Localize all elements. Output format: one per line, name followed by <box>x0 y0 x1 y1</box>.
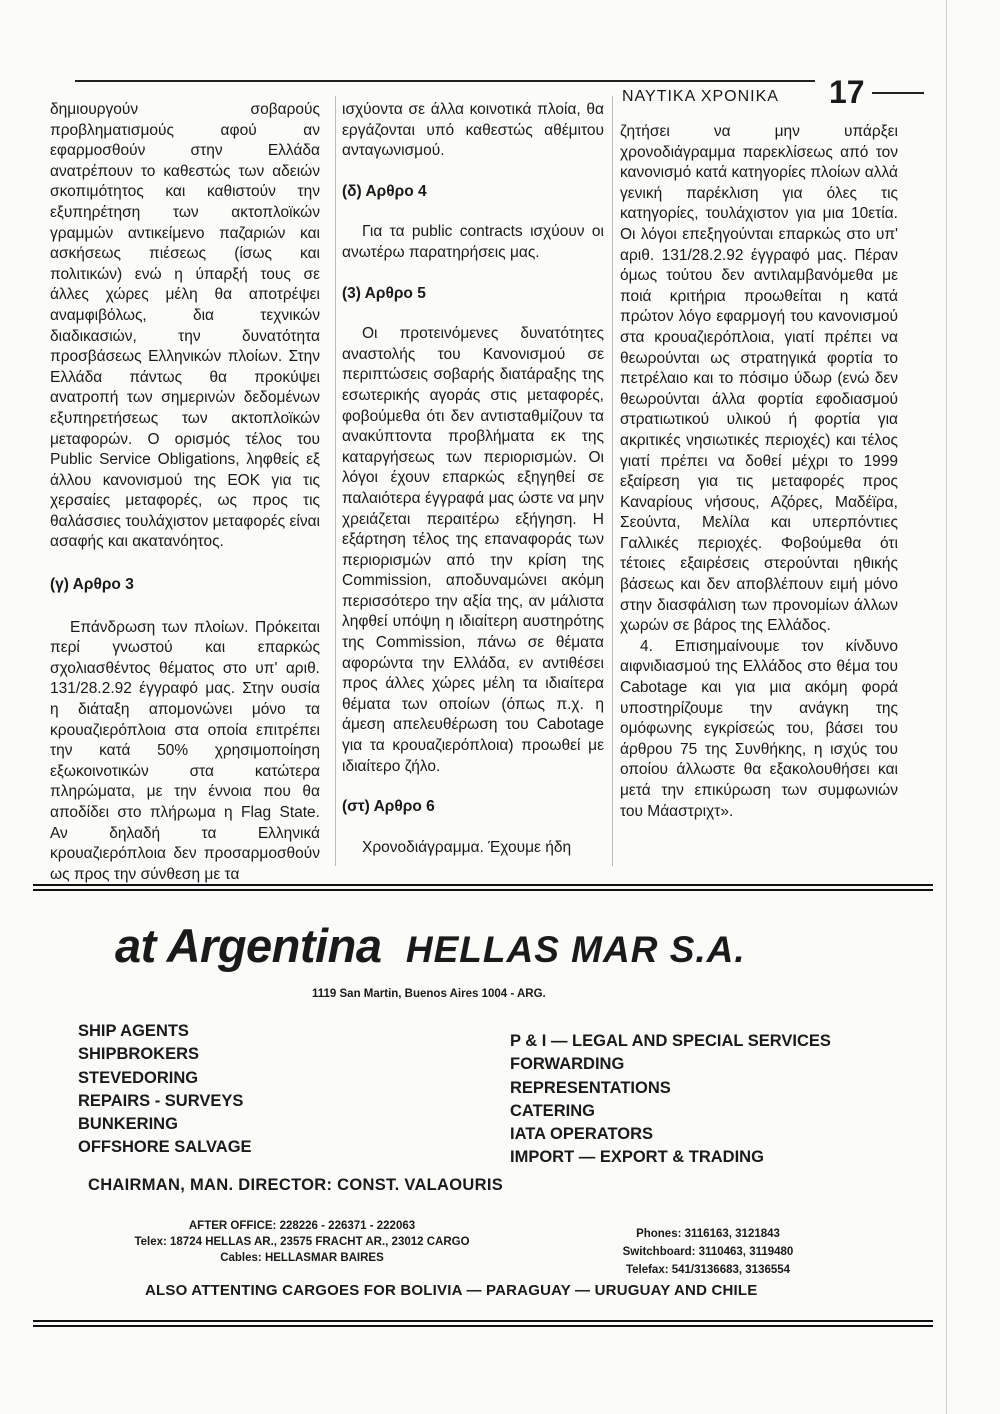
ad-bottom-rule <box>33 1325 933 1327</box>
paragraph: 4. Επισημαίνουμε τον κίνδυνο αιφνιδιασμού της Ελλάδος στο θέμα του Cabotage και για μια ακόμη φορά υποστηρίζουμε την ανάγκη της ομόφωνης εγκρίσεώς του, βάσει του άρθρου 75 της Συνθήκης, η ισχύς του οποίου άλλωστε θα εξακολουθήσει και μετά την επικύρωση των συμφωνιών του Μάαστριχτ». <box>620 637 898 820</box>
paragraph: ζητήσει να μην υπάρξει χρονοδιάγραμμα παρεκλίσεως από τον κανονισμό κατά κατηγορίες πλοίων αλλά γενική παρέκλιση για όλες τις κατηγορίες, τουλάχιστον για μια 10ετία. Οι λόγοι επεξηγούνται επαρκώς στο υπ' αριθ. 131/28.2.92 έγγραφό μας. Πέραν όμως τούτου δεν αντιλαμβανόμεθα με ποιά κριτήρια προωθείται η κατά πρώτον λόγο εφαρμογή του κανονισμού στα κρουαζιερόπλοια, γιατί πρέπει να θεωρούνται ως στρατηγικά φορτία το πετρέλαιο και το πόσιμο ύδωρ (ενώ δεν θεωρούνται άλλα φορτία εφοδιασμού στρατιωτικού υλικού ή φορτία για ακριτικές νησιωτικές περιοχές) και τέλος γιατί πρέπει να δοθεί μέχρι το 1999 εξαίρεση για τις μεταφορές προς Καναρίους νήσους, Αζόρες, Μαδέϊρα, Σεούντα, Μελίλα και υπερπόντιες Γαλλικές περιοχές. Φοβούμεθα ότι τέτοιες εξαιρέσεις στερούνται ηθικής βάσεως και δεν αποβλέπουν ειμή μόνο στην διασφάλιση των προνομίων άλλων χωρών σε βάρος της Ελλάδος. <box>620 123 898 635</box>
ad-top-rule <box>33 889 933 891</box>
publication-title: ΝΑΥΤΙΚΑ ΧΡΟΝΙΚΑ <box>622 88 779 105</box>
ad-tagline: at Argentina <box>115 919 382 972</box>
ad-address: 1119 San Martin, Buenos Aires 1004 - ARG. <box>312 988 546 1000</box>
ad-company-name: HELLAS MAR S.A. <box>405 929 746 970</box>
section-heading: (3) Αρθρο 5 <box>342 284 426 302</box>
column-divider <box>335 96 336 866</box>
page-number: 17 <box>829 74 865 110</box>
paragraph: Επάνδρωση των πλοίων. Πρόκειται περί γνωστού και επαρκώς σχολιασθέντος θέματος στο υπ' αριθ. 131/28.2.92 έγγραφό μας. Στην ουσία η διάταξη απομονώνει μόνο τα κρουαζιερόπλοια στα οποία επιτρέπει την κατά 50% χρησιμοποίηση εξωκοινοτικών στα κατώτερα πληρώματα, με την έννοια που θα αποδίδει στο πλήρωμα η Flag State. Αν δηλαδή τα Ελληνικά κρουαζιερόπλοια δεν προσαρμοσθούν ως προς την σύνθεση με τα <box>50 618 320 883</box>
service-item: IATA OPERATORS <box>510 1125 654 1144</box>
article-column-2 <box>342 100 604 858</box>
service-item: SHIP AGENTS <box>78 1022 189 1040</box>
header-rule <box>75 80 815 82</box>
scan-edge-line <box>946 0 947 1414</box>
service-item: REPAIRS - SURVEYS <box>78 1091 244 1110</box>
also-cargo-line: ALSO ATTENTING CARGOES FOR BOLIVIA — PARAGUAY — URUGUAY AND CHILE <box>145 1282 758 1299</box>
chairman-line: CHAIRMAN, MAN. DIRECTOR: CONST. VALAOURIS <box>88 1176 504 1194</box>
paragraph: ισχύοντα σε άλλα κοινοτικά πλοία, θα εργάζονται υπό καθεστώς αθέμιτου ανταγωνισμού. <box>342 101 604 160</box>
paragraph: Χρονοδιάγραμμα. Έχουμε ήδη <box>362 838 572 856</box>
service-item: REPRESENTATIONS <box>510 1078 671 1097</box>
contact-block-right <box>588 1225 828 1279</box>
services-list-right <box>510 1030 831 1170</box>
switchboard-numbers: Switchboard: 3110463, 3119480 <box>622 1246 794 1258</box>
section-heading: (δ) Αρθρο 4 <box>342 182 427 200</box>
service-item: OFFSHORE SALVAGE <box>78 1138 252 1157</box>
paragraph: Για τα public contracts ισχύουν οι ανωτέρω παρατηρήσεις μας. <box>342 223 604 261</box>
column-divider <box>612 96 613 866</box>
paragraph: Οι προτεινόμενες δυνατότητες αναστολής του Κανονισμού σε περιπτώσεις σοβαρής διατάραξης της εσωτερικής αγοράς στις μεταφορές, φοβούμεθα ότι δεν αντισταθμίζουν τα ανακύπτοντα προβλήματα εκ της καταργήσεως των περιορισμών. Οι λόγοι έχουν επαρκώς εξηγηθεί σε παλαιότερα έγγραφά μας ώστε να μην χρειάζεται περαιτέρω εξήγηση. Η εξάρτηση τέλος της επαναφοράς των περιορισμών από την κρίση της Commission, αποδυναμώνει ακόμη περισσότερο την αξία της, αν μάλιστα ληφθεί υπόψη η ιδιαίτερη αυστηρότης της Commission, πάνω σε θέματα αφορώντα την Ελλάδα, εν αντιθέσει προς άλλες χώρες μέλη τα ιδιαίτερα θέματα των οποίων (όπως π.χ. η άμεση απελευθέρωση του Cabotage για τα κρουαζιερόπλοια) προωθεί με ιδιαίτερο ζήλο. <box>342 325 604 775</box>
after-office-phones: AFTER OFFICE: 228226 - 226371 - 222063 <box>188 1220 416 1232</box>
service-item: CATERING <box>510 1101 595 1120</box>
service-item: IMPORT — EXPORT & TRADING <box>510 1148 764 1167</box>
telefax-numbers: Telefax: 541/3136683, 3136554 <box>625 1264 791 1276</box>
article-column-3 <box>620 122 898 822</box>
section-heading: (στ) Αρθρο 6 <box>342 798 435 816</box>
service-item: FORWARDING <box>510 1055 625 1074</box>
ad-top-rule <box>33 884 933 886</box>
cables-address: Cables: HELLASMAR BAIRES <box>220 1252 384 1264</box>
contact-block-left <box>62 1218 542 1266</box>
page-number-rule <box>872 92 924 94</box>
service-item: P & I — LEGAL AND SPECIAL SERVICES <box>510 1032 831 1050</box>
service-item: SHIPBROKERS <box>78 1045 200 1064</box>
article-column-1 <box>50 100 320 885</box>
services-list-left <box>78 1020 252 1160</box>
paragraph: δημιουργούν σοβαρούς προβληματισμούς αφού αν εφαρμοσθούν στην Ελλάδα ανατρέπουν το καθεστώς των αδειών σκοπιμότητος και καθιστούν την εξυπηρέτηση των ακτοπλοϊκών γραμμών αντικείμενο παζαριών και ασκήσεως πιέσεως (ίσως και πολιτικών) ενώ η ύπαρξή τους σε άλλες χώρες μέλη θα αποτρέψει αναμφιβόλως, δια τεχνικών διαδικασιών, την δυνατότητα προσβάσεως Ελληνικών πλοίων. Στην Ελλάδα πάντως θα προκύψει ανατροπή των σημερινών δεδομένων εξυπηρετήσεως των ακτοπλοϊκών μεταφορών. Ο ορισμός τέλος του Public Service Obligations, ληφθείς εξ άλλου κανονισμού της ΕΟΚ για τις χερσαίες μεταφορές, ως προς τις θαλάσσιες τουλάχιστον μεταφορές είναι ασαφής και ακατανόητος. <box>50 101 320 551</box>
ad-bottom-rule <box>33 1320 933 1322</box>
section-heading: (γ) Αρθρο 3 <box>50 576 134 594</box>
service-item: BUNKERING <box>78 1115 178 1134</box>
ad-headline <box>115 918 746 973</box>
telex-numbers: Telex: 18724 HELLAS AR., 23575 FRACHT AR., 23012 CARGO <box>134 1236 470 1248</box>
service-item: STEVEDORING <box>78 1068 199 1087</box>
phone-numbers: Phones: 3116163, 3121843 <box>636 1228 780 1240</box>
